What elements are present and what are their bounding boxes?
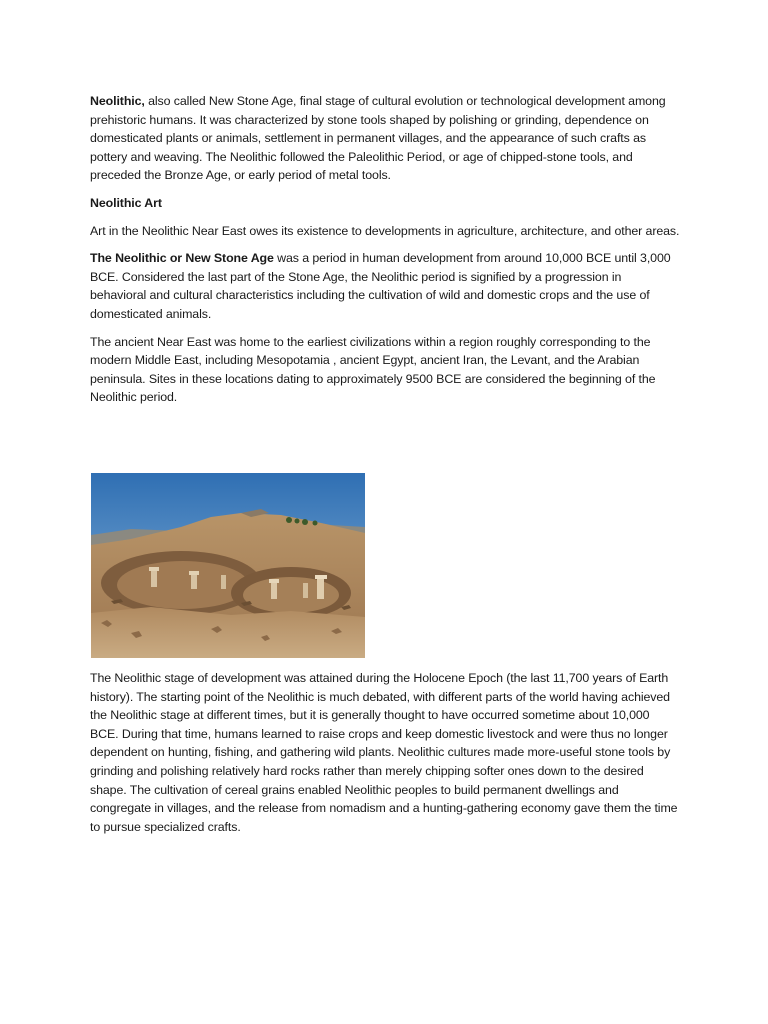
excavation-photo-graphic (91, 473, 365, 658)
stone-age-text: was a period in human development from around 10,000 BCE until 3,000 BCE. Considered the last part of the Stone Age, the Neolithic period is signified by a progression in behavioral and cultural characteristics including the cultivation of wild and domestic crops and the use of domesticated animals. (90, 251, 671, 321)
paragraph-stone-age (90, 249, 680, 323)
intro-text: also called New Stone Age, final stage of cultural evolution or technological development among prehistoric humans. It was characterized by stone tools shaped by polishing or grinding, dependence on domesticated plants or animals, settlement in permanent villages, and the appearance of such crafts as pottery and weaving. The Neolithic followed the Paleolithic Period, or age of chipped-stone tools, and preceded the Bronze Age, or early period of metal tools. (90, 94, 666, 183)
document-body (90, 92, 680, 416)
paragraph-holocene: The Neolithic stage of development was attained during the Holocene Epoch (the last 11,700 years of Earth history). The starting point of the Neolithic is much debated, with different parts of the world having achieved the Neolithic stage at different times, but it is generally thought to have occurred sometime about 10,000 BCE. During that time, humans learned to raise crops and keep domestic livestock and were thus no longer dependent on hunting, fishing, and gathering wild plants. Neolithic cultures made more-useful stone tools by grinding and polishing relatively hard rocks rather than merely chipping softer ones down to the desired shape. The cultivation of cereal grains enabled Neolithic peoples to build permanent dwellings and congregate in villages, and the release from nomadism and a hunting-gathering economy gave them the time to pursue specialized crafts. (90, 671, 678, 834)
paragraph-intro (90, 92, 680, 185)
document-body-continued (90, 669, 680, 845)
paragraph-near-east: The ancient Near East was home to the earliest civilizations within a region roughly corresponding to the modern Middle East, including Mesopotamia , ancient Egypt, ancient Iran, the Levant, and the Arabian peninsula. Sites in these locations dating to approximately 9500 BCE are considered the beginning of the Neolithic period. (90, 334, 656, 405)
section-heading: Neolithic Art (90, 195, 162, 210)
paragraph-art: Art in the Neolithic Near East owes its existence to developments in agriculture, architecture, and other areas. (90, 223, 680, 238)
intro-term: Neolithic, (90, 94, 145, 108)
stone-age-term: The Neolithic or New Stone Age (90, 251, 274, 266)
excavation-photo (91, 473, 365, 658)
